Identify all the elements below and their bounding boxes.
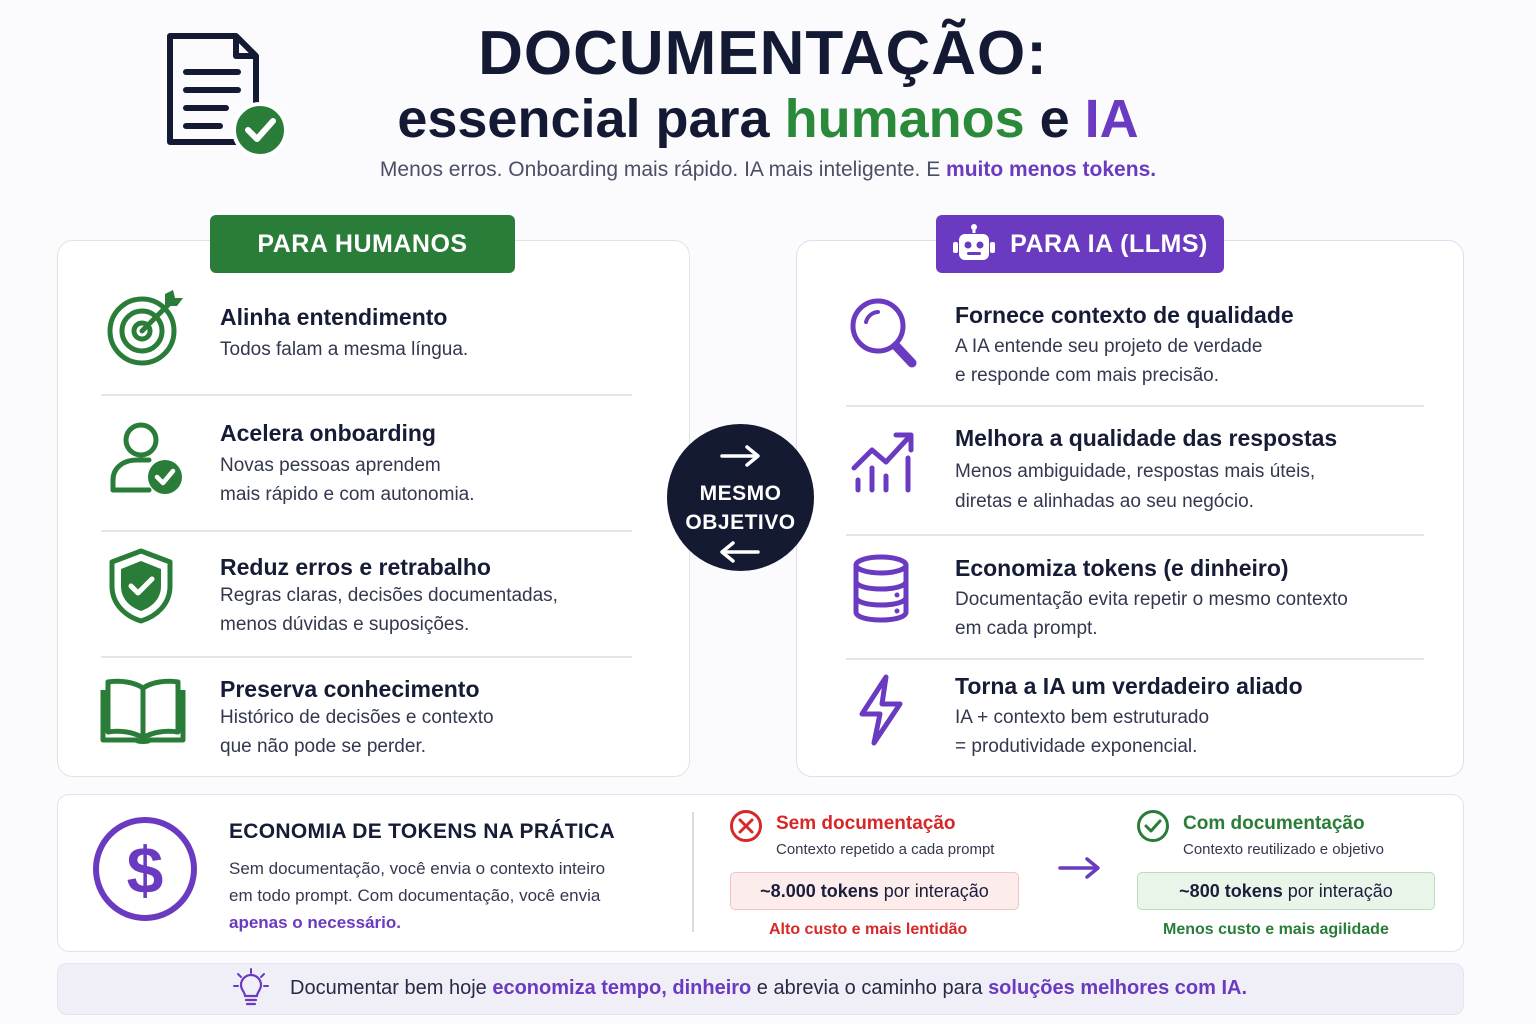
item-title: Melhora a qualidade das respostas — [955, 425, 1338, 451]
item-desc: em cada prompt. — [955, 618, 1098, 639]
item-desc: Menos ambiguidade, respostas mais úteis, — [955, 461, 1316, 482]
robot-icon — [952, 224, 996, 264]
item-desc: Documentação evita repetir o mesmo contexto — [955, 589, 1348, 610]
growth-chart-icon — [850, 430, 916, 494]
divider — [101, 530, 632, 532]
item-desc: Regras claras, decisões documentadas, — [220, 585, 558, 606]
page-subtitle: Menos erros. Onboarding mais rápido. IA mais inteligente. E muito menos tokens. — [379, 158, 1157, 181]
economy-desc: Sem documentação, você envia o contexto inteiro em todo prompt. Com documentação, você envia apenas o necessário. — [229, 859, 606, 932]
with-doc-tokens: ~800 tokens por interação — [1137, 872, 1435, 910]
item-title: Economiza tokens (e dinheiro) — [955, 555, 1289, 581]
without-doc-title: Sem documentação — [776, 813, 956, 834]
without-doc-foot: Alto custo e mais lentidão — [769, 921, 968, 938]
item-title: Torna a IA um verdadeiro aliado — [955, 673, 1303, 699]
search-icon — [848, 296, 918, 370]
divider — [101, 656, 632, 658]
book-icon — [100, 676, 186, 746]
x-circle-icon — [729, 809, 763, 843]
lightbulb-icon — [233, 968, 269, 1008]
with-doc-foot: Menos custo e mais agilidade — [1163, 921, 1389, 938]
item-desc: e responde com mais precisão. — [955, 365, 1220, 386]
item-desc: Novas pessoas aprendem — [220, 455, 441, 476]
check-circle-icon — [1136, 809, 1170, 843]
without-doc-tokens: ~8.000 tokens por interação — [730, 872, 1019, 910]
user-check-icon — [107, 420, 185, 496]
item-title: Fornece contexto de qualidade — [955, 302, 1294, 328]
divider — [846, 658, 1424, 660]
dollar-icon — [91, 815, 199, 923]
divider — [101, 394, 632, 396]
page-title-line2: essencial para humanos e IA — [397, 89, 1139, 149]
arrow-right-icon — [1057, 855, 1103, 881]
item-title: Alinha entendimento — [220, 304, 448, 330]
divider — [692, 812, 694, 932]
arrow-right-icon — [719, 444, 763, 468]
divider — [846, 534, 1424, 536]
page-title: DOCUMENTAÇÃO: — [478, 19, 1048, 88]
item-desc: = produtividade exponencial. — [955, 736, 1198, 757]
same-goal-badge — [667, 424, 814, 571]
item-title: Reduz erros e retrabalho — [220, 554, 491, 580]
shield-check-icon — [108, 548, 174, 624]
without-doc-sub: Contexto repetido a cada prompt — [776, 841, 995, 858]
item-desc: que não pode se perder. — [220, 736, 427, 757]
item-desc: Histórico de decisões e contexto — [220, 707, 494, 728]
svg-text:$: $ — [126, 833, 164, 907]
item-desc: IA + contexto bem estruturado — [955, 707, 1210, 728]
divider — [846, 405, 1424, 407]
arrow-left-icon — [717, 540, 761, 564]
ai-label: PARA IA (LLMS) — [936, 215, 1224, 273]
item-desc: A IA entende seu projeto de verdade — [955, 336, 1263, 357]
item-desc: menos dúvidas e suposições. — [220, 614, 470, 635]
humans-label: PARA HUMANOS — [210, 215, 515, 273]
with-doc-sub: Contexto reutilizado e objetivo — [1183, 841, 1384, 858]
target-icon — [105, 288, 185, 368]
item-title: Preserva conhecimento — [220, 676, 480, 702]
center-line1: MESMO — [699, 482, 782, 505]
item-desc: mais rápido e com autonomia. — [220, 484, 475, 505]
lightning-icon — [856, 674, 906, 746]
item-desc: diretas e alinhadas ao seu negócio. — [955, 491, 1254, 512]
with-doc-title: Com documentação — [1183, 813, 1365, 834]
database-icon — [852, 554, 910, 624]
item-desc: Todos falam a mesma língua. — [220, 339, 469, 360]
footer-text: Documentar bem hoje economiza tempo, dinheiro e abrevia o caminho para soluções melhores com IA. — [290, 977, 1248, 999]
item-title: Acelera onboarding — [220, 420, 436, 446]
economy-title: ECONOMIA DE TOKENS NA PRÁTICA — [229, 820, 615, 843]
center-line2: OBJETIVO — [685, 511, 796, 534]
